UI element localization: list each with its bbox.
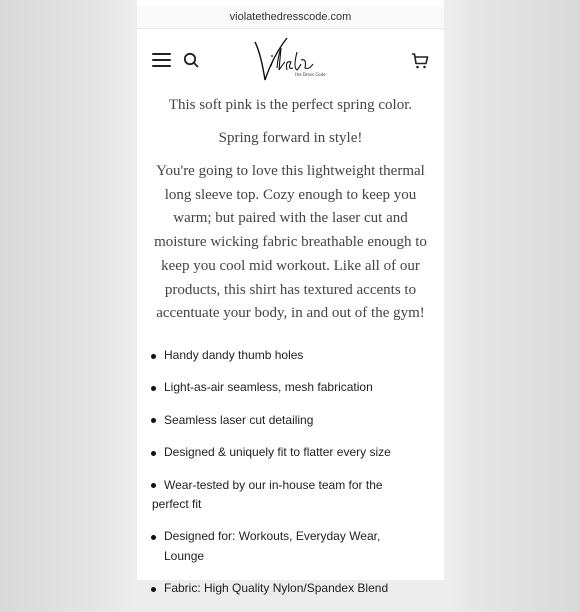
bullet-icon xyxy=(151,535,156,540)
description-line-1: This soft pink is the perfect spring color. xyxy=(168,97,413,113)
bullet-icon xyxy=(151,587,156,592)
description-body: You're going to love this lightweight thermal long sleeve top. Cozy enough to keep you warm; but paired with the laser cut and moisture wicking fabric breathable enough to keep you cool mid workout. Like all of our products, this shirt has textured accents to accentuate your body, in and out of the gym! xyxy=(154,163,427,322)
bullet-icon xyxy=(151,418,156,423)
bullet-icon xyxy=(151,354,156,359)
description-line-2: Spring forward in style! xyxy=(218,130,363,146)
list-item: Light-as-air seamless, mesh fabrication xyxy=(137,378,444,398)
logo-tagline: the Dress Code xyxy=(295,72,326,77)
list-item: Wear-tested by our in-house team for the perfect fit xyxy=(152,477,383,512)
list-item: Designed for: Workouts, Everyday Wear, Lounge xyxy=(137,527,444,566)
search-icon[interactable] xyxy=(183,52,199,68)
cart-icon[interactable] xyxy=(411,52,429,70)
bullet-icon xyxy=(151,483,156,488)
list-item: Fabric: High Quality Nylon/Spandex Blend xyxy=(137,579,444,599)
list-item: Seamless laser cut detailing xyxy=(137,411,444,431)
brand-logo[interactable] xyxy=(247,34,327,88)
site-header xyxy=(137,29,444,91)
phone-screen xyxy=(137,0,444,596)
bullet-icon xyxy=(151,386,156,391)
feature-list xyxy=(137,346,444,612)
url-text: violatethedresscode.com xyxy=(229,11,352,23)
list-item: Handy dandy thumb holes xyxy=(137,346,444,366)
bullet-icon xyxy=(151,451,156,456)
address-bar[interactable] xyxy=(137,6,444,29)
hamburger-menu-icon[interactable] xyxy=(152,53,171,68)
list-item: Designed & uniquely fit to flatter every size xyxy=(137,443,444,463)
